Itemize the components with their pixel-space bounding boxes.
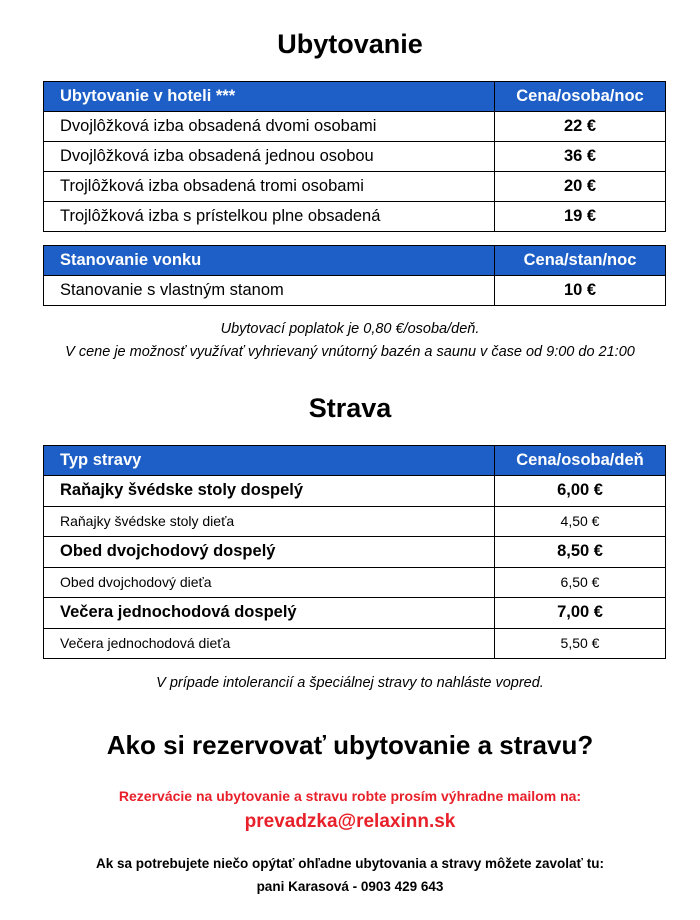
accommodation-fee-note: Ubytovací poplatok je 0,80 €/osoba/deň. (220, 321, 480, 337)
price-cell: 10 € (495, 276, 666, 306)
meal-type-cell: Večera jednochodová dospelý (44, 598, 495, 629)
table-header-row (44, 246, 666, 276)
meal-type-cell: Obed dvojchodový dieťa (44, 567, 495, 598)
price-cell: 6,00 € (495, 476, 666, 507)
table-row (44, 172, 666, 202)
room-type-cell: Trojlôžková izba obsadená tromi osobami (44, 172, 495, 202)
meal-type-cell: Raňajky švédske stoly dieťa (44, 506, 495, 537)
table-row (44, 537, 666, 568)
food-title: Strava (308, 393, 392, 423)
hotel-price-table (43, 81, 666, 232)
table-row (44, 476, 666, 507)
table-row (44, 112, 666, 142)
column-header: Cena/osoba/noc (495, 82, 666, 112)
table-row (44, 567, 666, 598)
meal-type-cell: Raňajky švédske stoly dospelý (44, 476, 495, 507)
reservation-instruction: Rezervácie na ubytovanie a stravu robte prosím výhradne mailom na: (118, 788, 582, 804)
diet-note: V prípade intolerancií a špeciálnej stravy to nahláste vopred. (156, 675, 544, 691)
room-type-cell: Trojlôžková izba s prístelkou plne obsadená (44, 202, 495, 232)
table-header-row (44, 82, 666, 112)
column-header: Cena/osoba/deň (495, 446, 666, 476)
room-type-cell: Dvojlôžková izba obsadená jednou osobou (44, 142, 495, 172)
pool-sauna-note: V cene je možnosť využívať vyhrievaný vnútorný bazén a saunu v čase od 9:00 do 21:00 (65, 344, 635, 360)
price-cell: 36 € (495, 142, 666, 172)
table-row (44, 202, 666, 232)
price-cell: 19 € (495, 202, 666, 232)
accommodation-title: Ubytovanie (277, 29, 423, 59)
column-header: Cena/stan/noc (495, 246, 666, 276)
table-row (44, 628, 666, 659)
room-type-cell: Dvojlôžková izba obsadená dvomi osobami (44, 112, 495, 142)
food-price-table (43, 445, 666, 659)
price-cell: 7,00 € (495, 598, 666, 629)
price-cell: 22 € (495, 112, 666, 142)
table-header-row (44, 446, 666, 476)
meal-type-cell: Obed dvojchodový dospelý (44, 537, 495, 568)
contact-person: pani Karasová - 0903 429 643 (256, 879, 444, 894)
contact-line: Ak sa potrebujete niečo opýtať ohľadne ubytovania a stravy môžete zavolať tu: (95, 856, 604, 871)
column-header: Typ stravy (44, 446, 495, 476)
column-header: Stanovanie vonku (44, 246, 495, 276)
price-cell: 5,50 € (495, 628, 666, 659)
reservation-title: Ako si rezervovať ubytovanie a stravu? (106, 730, 594, 760)
column-header: Ubytovanie v hoteli *** (44, 82, 495, 112)
table-row (44, 506, 666, 537)
meal-type-cell: Večera jednochodová dieťa (44, 628, 495, 659)
price-cell: 8,50 € (495, 537, 666, 568)
reservation-email: prevadzka@relaxinn.sk (244, 811, 456, 832)
camping-type-cell: Stanovanie s vlastným stanom (44, 276, 495, 306)
price-cell: 4,50 € (495, 506, 666, 537)
price-cell: 6,50 € (495, 567, 666, 598)
price-cell: 20 € (495, 172, 666, 202)
table-row (44, 142, 666, 172)
table-row (44, 598, 666, 629)
table-row (44, 276, 666, 306)
camping-price-table (43, 245, 666, 306)
